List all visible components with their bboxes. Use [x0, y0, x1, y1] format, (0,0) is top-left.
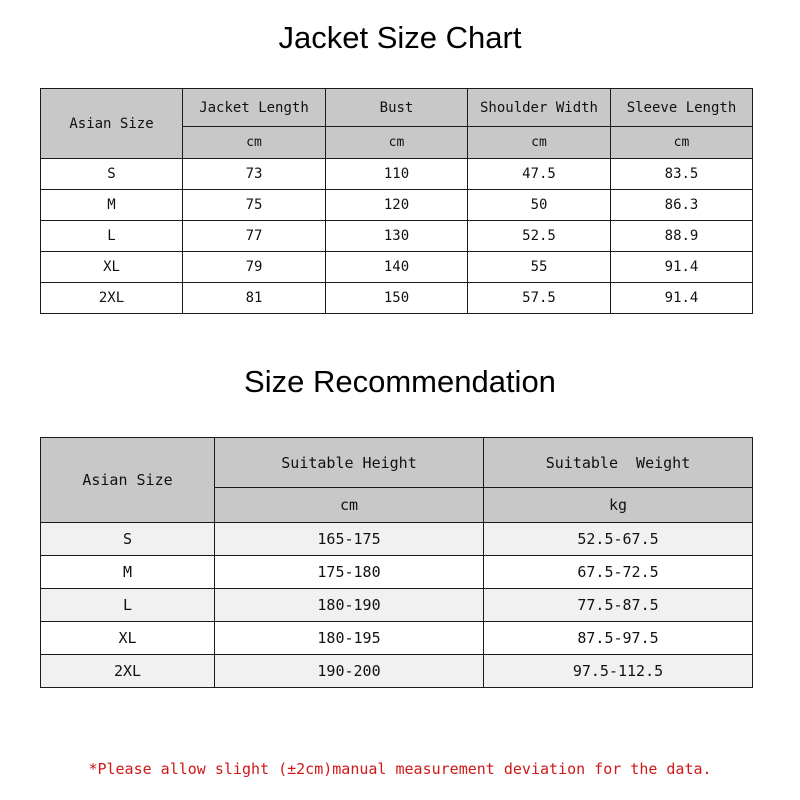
- value-cell: 79: [183, 252, 326, 283]
- size-cell: M: [41, 190, 183, 221]
- size-cell: 2XL: [41, 655, 215, 688]
- value-cell: 52.5: [468, 221, 611, 252]
- value-cell: 87.5-97.5: [484, 622, 753, 655]
- unit-cell: kg: [484, 488, 753, 523]
- value-cell: 86.3: [611, 190, 753, 221]
- table-row: [41, 655, 753, 688]
- table-row: [41, 252, 753, 283]
- value-cell: 81: [183, 283, 326, 314]
- size-recommendation-table: [40, 437, 753, 688]
- value-cell: 73: [183, 159, 326, 190]
- table-row: [41, 622, 753, 655]
- value-cell: 67.5-72.5: [484, 556, 753, 589]
- value-cell: 75: [183, 190, 326, 221]
- column-header: Shoulder Width: [468, 89, 611, 127]
- value-cell: 130: [326, 221, 468, 252]
- column-header: Bust: [326, 89, 468, 127]
- value-cell: 57.5: [468, 283, 611, 314]
- table-row: [41, 190, 753, 221]
- table-row: [41, 159, 753, 190]
- value-cell: 88.9: [611, 221, 753, 252]
- size-recommendation-title: Size Recommendation: [244, 364, 556, 399]
- size-cell: S: [41, 159, 183, 190]
- value-cell: 52.5-67.5: [484, 523, 753, 556]
- value-cell: 110: [326, 159, 468, 190]
- value-cell: 175-180: [215, 556, 484, 589]
- size-cell: M: [41, 556, 215, 589]
- unit-cell: cm: [326, 127, 468, 159]
- size-cell: XL: [41, 622, 215, 655]
- size-column-header: Asian Size: [41, 89, 183, 159]
- value-cell: 55: [468, 252, 611, 283]
- column-header: Suitable Weight: [484, 438, 753, 488]
- value-cell: 77.5-87.5: [484, 589, 753, 622]
- value-cell: 190-200: [215, 655, 484, 688]
- table-row: [41, 523, 753, 556]
- column-header: Jacket Length: [183, 89, 326, 127]
- value-cell: 180-190: [215, 589, 484, 622]
- value-cell: 97.5-112.5: [484, 655, 753, 688]
- unit-cell: cm: [183, 127, 326, 159]
- measurement-disclaimer: *Please allow slight (±2cm)manual measurement deviation for the data.: [88, 760, 712, 778]
- size-chart-title: Jacket Size Chart: [278, 20, 522, 55]
- size-cell: L: [41, 589, 215, 622]
- unit-cell: cm: [215, 488, 484, 523]
- value-cell: 47.5: [468, 159, 611, 190]
- value-cell: 180-195: [215, 622, 484, 655]
- table-row: [41, 283, 753, 314]
- value-cell: 120: [326, 190, 468, 221]
- column-header: Suitable Height: [215, 438, 484, 488]
- value-cell: 83.5: [611, 159, 753, 190]
- size-cell: S: [41, 523, 215, 556]
- value-cell: 165-175: [215, 523, 484, 556]
- unit-cell: cm: [611, 127, 753, 159]
- value-cell: 150: [326, 283, 468, 314]
- column-header: Sleeve Length: [611, 89, 753, 127]
- size-cell: 2XL: [41, 283, 183, 314]
- size-chart-table: [40, 88, 753, 314]
- table-row: [41, 556, 753, 589]
- table-row: [41, 221, 753, 252]
- value-cell: 91.4: [611, 252, 753, 283]
- value-cell: 50: [468, 190, 611, 221]
- size-column-header: Asian Size: [41, 438, 215, 523]
- value-cell: 77: [183, 221, 326, 252]
- value-cell: 91.4: [611, 283, 753, 314]
- size-cell: L: [41, 221, 183, 252]
- size-cell: XL: [41, 252, 183, 283]
- value-cell: 140: [326, 252, 468, 283]
- table-row: [41, 589, 753, 622]
- unit-cell: cm: [468, 127, 611, 159]
